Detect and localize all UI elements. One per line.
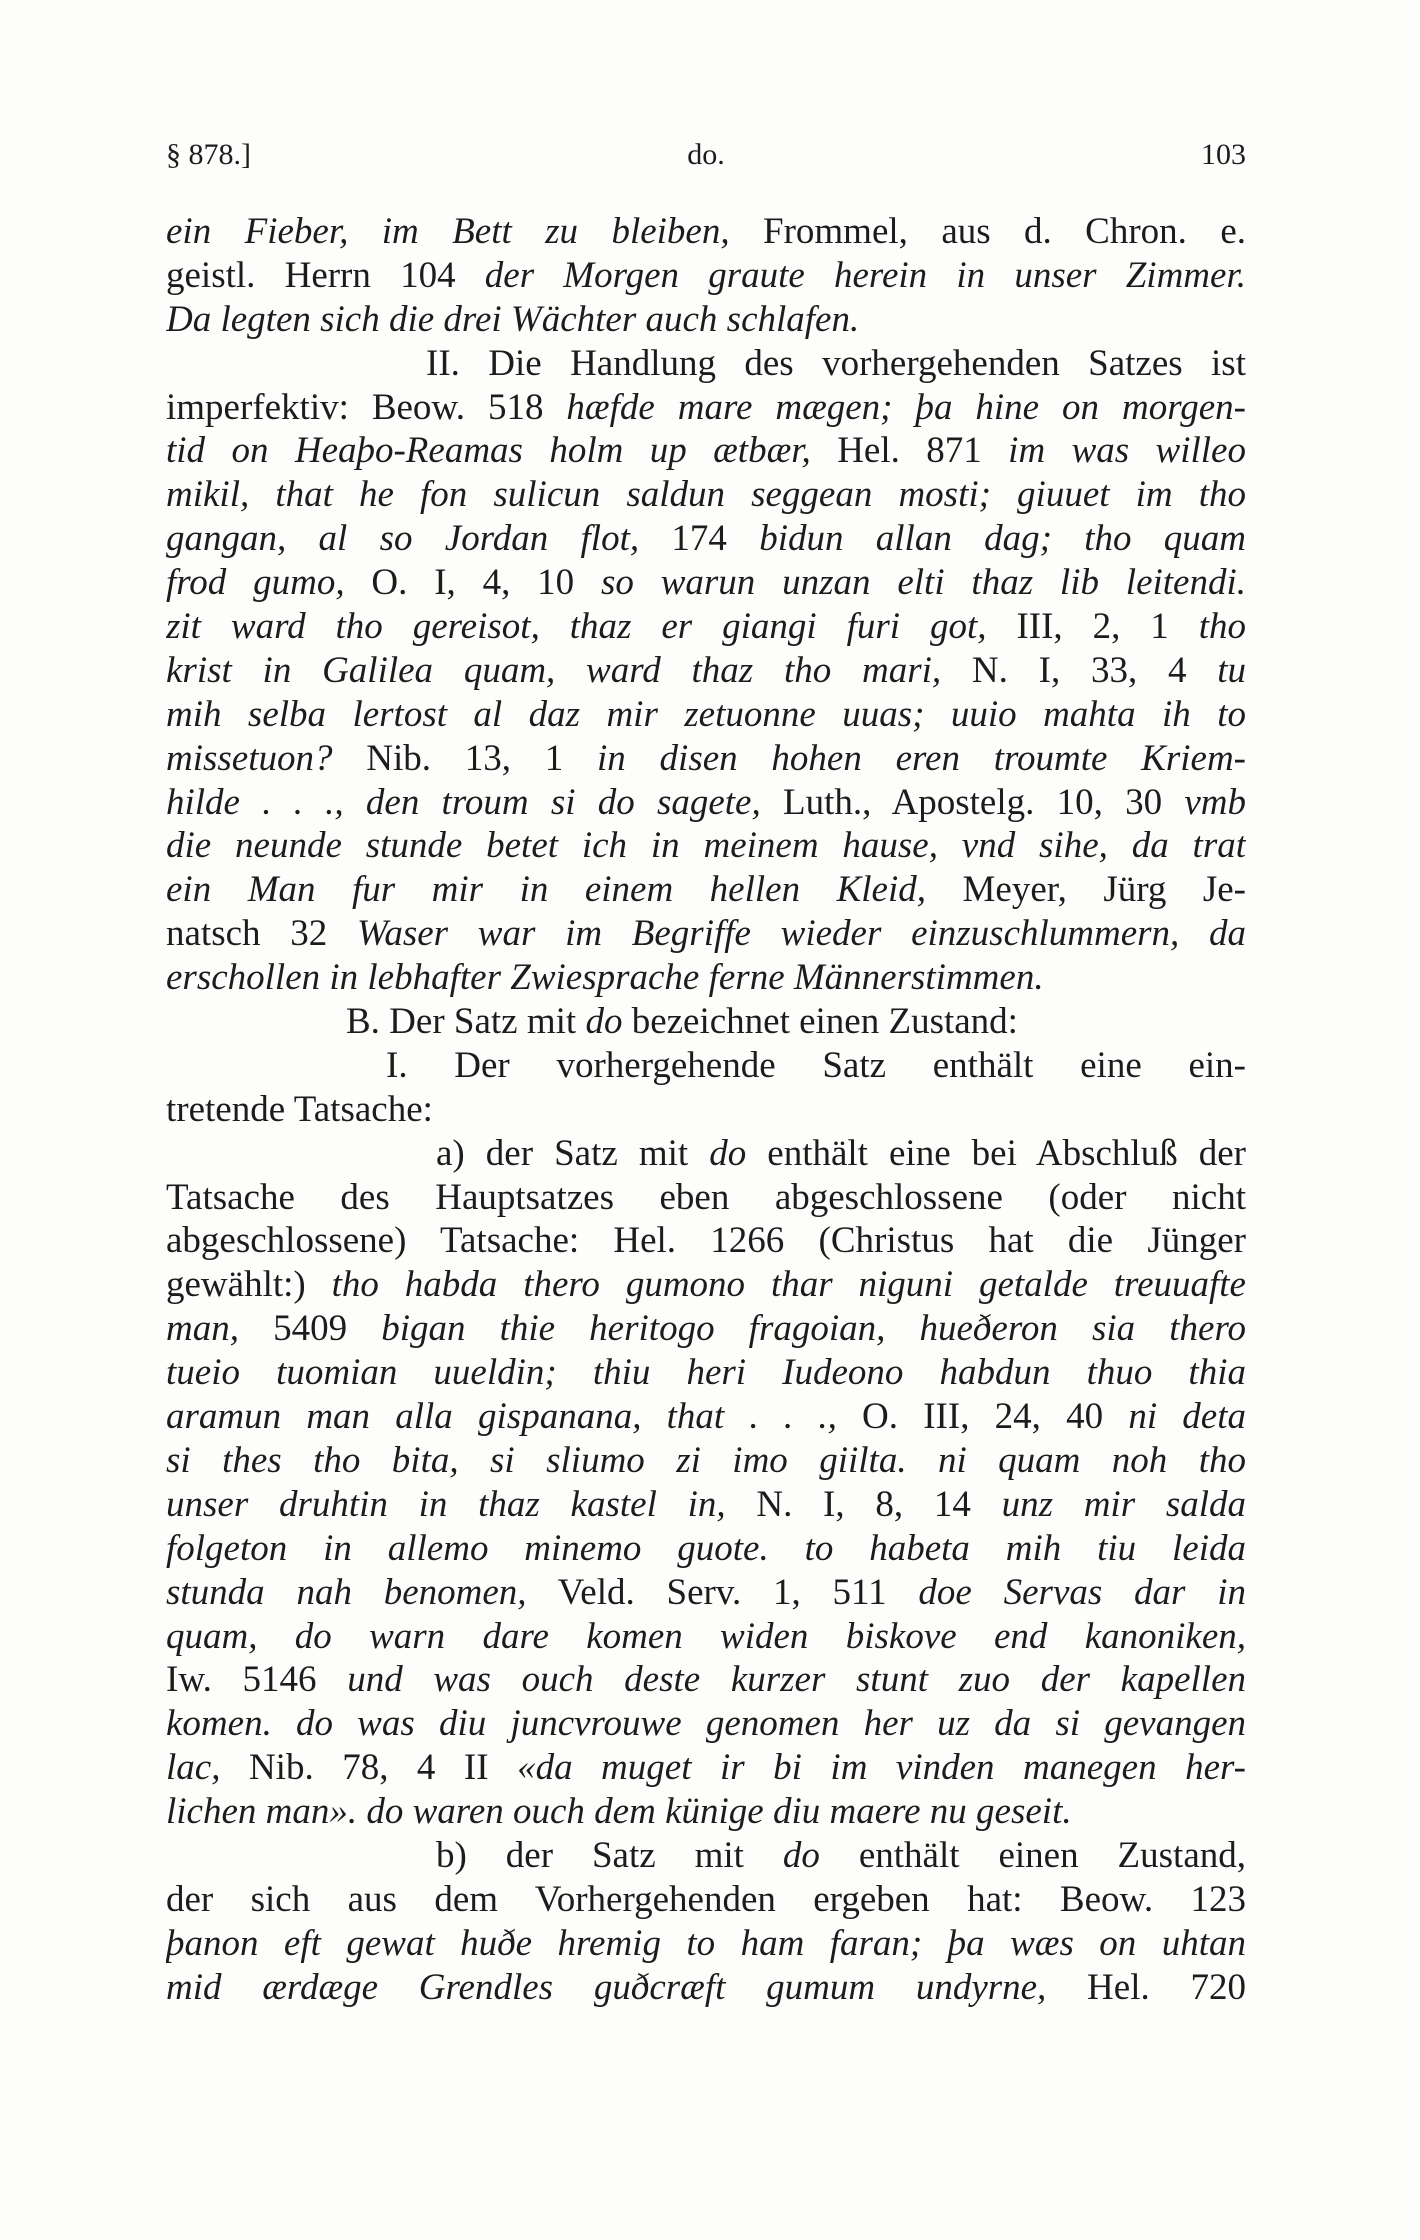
italic-quotation: do [709,1132,747,1174]
text-line [166,386,1246,430]
text-line [166,1702,1246,1746]
text-line [166,1176,1246,1220]
text-segment: O. I, 4, 10 [344,562,601,604]
italic-quotation: quam, do warn dare komen widen biskove end kanoniken, [166,1615,1246,1657]
italic-quotation: tueio tuomian uueldin; thiu heri Iudeono habdun thuo thia [166,1352,1246,1394]
text-segment: tretende Tatsache: [166,1088,433,1130]
italic-quotation: bidun allan dag; tho quam [759,518,1246,560]
text-segment: Nib. 78, 4 II [220,1747,518,1789]
italic-quotation: frod gumo, [166,562,345,604]
italic-quotation: vmb [1184,781,1246,823]
text-line [166,693,1246,737]
page-number: 103 [1201,138,1246,171]
text-segment: imperfektiv: Beow. 518 [166,386,567,428]
text-line [166,824,1246,868]
italic-quotation: doe Servas dar in [918,1571,1246,1613]
text-segment: N. I, 33, 4 [941,649,1218,691]
text-line [166,868,1246,912]
italic-quotation: aramun man alla gispanana, that . . ., [166,1396,837,1438]
text-line [166,737,1246,781]
text-line [166,1922,1246,1966]
text-segment: Luth., Apostelg. 10, 30 [760,781,1185,823]
italic-quotation: mid ærdæge Grendles guðcræft gumum undyrne, [166,1966,1047,2008]
text-line [166,561,1246,605]
italic-quotation: lichen man». do waren ouch dem künige diu maere nu geseit. [166,1791,1072,1833]
text-line [166,1483,1246,1527]
italic-quotation: unz mir salda [1001,1483,1246,1525]
italic-quotation: stunda nah benomen, [166,1571,527,1613]
text-line [166,1000,1246,1044]
italic-quotation: mih selba lertost al daz mir zetuonne uuas; uuio mahta ih to [166,693,1246,735]
text-segment: Hel. 871 [810,430,1009,472]
running-title: do. [687,138,725,171]
text-line [166,649,1246,693]
italic-quotation: Da legten sich die drei Wächter auch schlafen. [166,298,860,340]
italic-quotation: missetuon? [166,737,333,779]
italic-quotation: gangan, al so Jordan flot, [166,518,640,560]
italic-quotation: si thes tho bita, si sliumo zi imo giilta. ni quam noh tho [166,1439,1246,1481]
text-line [166,1834,1246,1878]
text-line [166,1439,1246,1483]
italic-quotation: tho habda thero gumono thar niguni getalde treuuafte [331,1264,1246,1306]
text-line [166,1878,1246,1922]
text-segment: a) der Satz mit [436,1132,710,1174]
italic-quotation: tho [1198,606,1246,648]
text-segment: geistl. Herrn 104 [166,254,485,296]
italic-quotation: ni deta [1128,1396,1246,1438]
text-line [166,1746,1246,1790]
italic-quotation: und was ouch deste kurzer stunt zuo der kapellen [347,1659,1246,1701]
italic-quotation: ein Fieber, im Bett zu bleiben, [166,211,730,252]
italic-quotation: unser druhtin in thaz kastel in, [166,1483,726,1525]
italic-quotation: bigan thie heritogo fragoian, hueðeron sia thero [381,1308,1246,1350]
italic-quotation: komen. do was diu juncvrouwe genomen her uz da si gevangen [166,1703,1246,1745]
italic-quotation: Waser war im Begriffe wieder einzuschlummern, da [356,913,1246,955]
italic-quotation: krist in Galilea quam, ward thaz tho mari, [166,649,942,691]
text-line [166,1966,1246,2010]
text-segment: Meyer, Jürg Je- [926,869,1246,911]
text-segment: gewählt:) [166,1264,332,1306]
text-line [166,1571,1246,1615]
italic-quotation: lac, [166,1747,221,1789]
text-line [166,342,1246,386]
page-header [166,138,1246,182]
text-line [166,1307,1246,1351]
text-line [166,1351,1246,1395]
text-line [166,517,1246,561]
text-line [166,605,1246,649]
text-segment: Tatsache des Hauptsatzes eben abgeschlossene (oder nicht [166,1176,1246,1218]
text-segment: Frommel, aus d. Chron. e. [729,211,1246,252]
italic-quotation: im was willeo [1008,430,1246,472]
italic-quotation: tu [1217,649,1246,691]
text-line [166,1088,1246,1132]
text-segment: b) der Satz mit [436,1834,783,1876]
italic-quotation: tid on Heaþo-Reamas holm up ætbær, [166,430,811,472]
text-line [166,1044,1246,1088]
text-segment: enthält einen Zustand, [819,1834,1246,1876]
text-line [166,473,1246,517]
italic-quotation: hæfde mare mægen; þa hine on morgen- [566,386,1246,428]
text-segment: natsch 32 [166,913,357,955]
italic-quotation: zit ward tho gereisot, thaz er giangi furi got, [166,606,987,648]
text-segment: Iw. 5146 [166,1659,348,1701]
text-line [166,912,1246,956]
text-line [166,1615,1246,1659]
text-line [166,1395,1246,1439]
text-segment: I. Der vorhergehende Satz enthält eine ein- [386,1044,1246,1086]
text-segment: bezeichnet einen Zustand: [622,1001,1018,1043]
text-segment: Nib. 13, 1 [332,737,598,779]
text-segment: III, 2, 1 [986,606,1199,648]
italic-quotation: mikil, that he fon sulicun saldun seggean mosti; giuuet im tho [166,474,1246,516]
text-line [166,429,1246,473]
text-line [166,1219,1246,1263]
text-line [166,1132,1246,1176]
italic-quotation: «da muget ir bi im vinden manegen her- [517,1747,1246,1789]
italic-quotation: der Morgen graute herein in unser Zimmer. [484,254,1246,296]
text-segment: der sich aus dem Vorhergehenden ergeben hat: Beow. 123 [166,1878,1246,1920]
text-line [166,781,1246,825]
text-segment: O. III, 24, 40 [836,1396,1129,1438]
text-line [166,210,1246,254]
text-segment: Veld. Serv. 1, 511 [526,1571,919,1613]
text-line [166,1790,1246,1834]
text-segment: abgeschlossene) Tatsache: Hel. 1266 (Christus hat die Jünger [166,1220,1246,1262]
body-text [166,210,1246,2010]
text-segment: 5409 [238,1308,382,1350]
italic-quotation: in disen hohen eren troumte Kriem- [597,737,1246,779]
section-reference: § 878.] [166,138,251,171]
text-segment: N. I, 8, 14 [725,1483,1002,1525]
text-segment: B. Der Satz mit [346,1001,586,1043]
italic-quotation: do [585,1001,623,1043]
italic-quotation: so warun unzan elti thaz lib leitendi. [601,562,1246,604]
text-line [166,1658,1246,1702]
text-line [166,1263,1246,1307]
italic-quotation: erschollen in lebhafter Zwiesprache ferne Männerstimmen. [166,957,1044,999]
italic-quotation: folgeton in allemo minemo guote. to habeta mih tiu leida [166,1527,1246,1569]
text-line [166,298,1246,342]
italic-quotation: ein Man fur mir in einem hellen Kleid, [166,869,926,911]
text-segment: enthält eine bei Abschluß der [746,1132,1246,1174]
italic-quotation: hilde . . ., den troum si do sagete, [166,781,761,823]
text-segment: 174 [639,518,760,560]
italic-quotation: man, [166,1308,239,1350]
text-line [166,254,1246,298]
text-segment: Hel. 720 [1046,1966,1246,2008]
text-line [166,1527,1246,1571]
italic-quotation: þanon eft gewat huðe hremig to ham faran; þa wæs on uhtan [166,1922,1246,1964]
italic-quotation: do [782,1834,820,1876]
text-segment: II. Die Handlung des vorhergehenden Satzes ist [426,342,1246,384]
text-line [166,956,1246,1000]
italic-quotation: die neunde stunde betet ich in meinem hause, vnd sihe, da trat [166,825,1246,867]
